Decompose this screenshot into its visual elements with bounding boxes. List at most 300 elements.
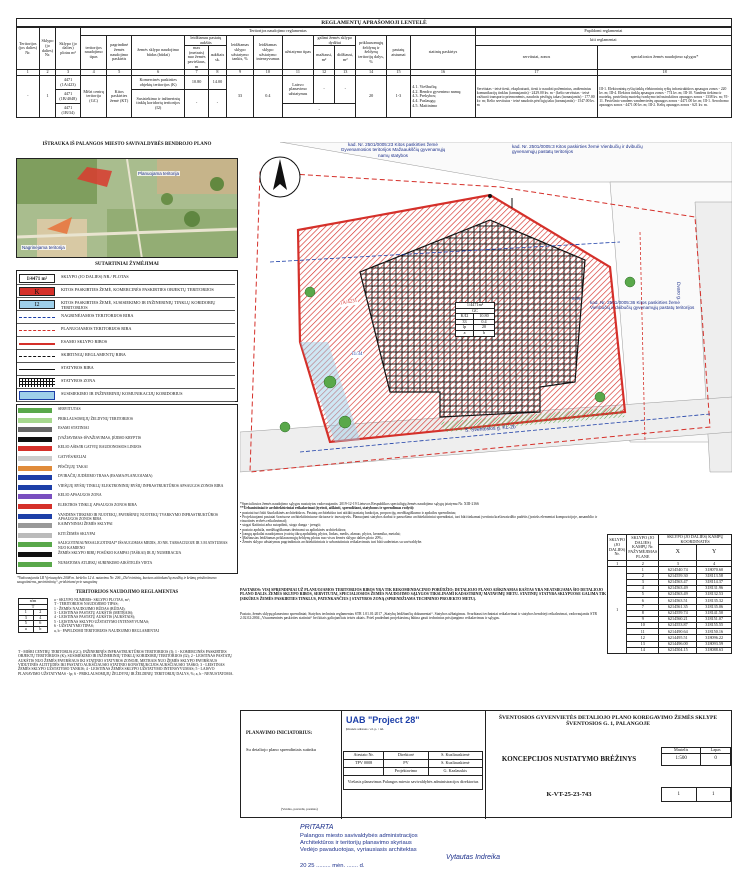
coord-head-y: Y [697,545,732,561]
legend-small-symbol [18,485,52,490]
legend-label: STATYBOS RIBA [61,365,94,370]
coord-cell: 6214490.64 [659,629,697,635]
legend-symbol: I2 [19,300,55,309]
reg-cell: Kitos paskirties žemė (KT) [107,76,131,118]
reg-cell: - [208,90,226,118]
legend-symbol [19,369,55,370]
divider [485,711,486,819]
lot-label-cell: 0.4 [474,319,495,325]
reg-colnum: 13 [335,70,356,76]
legend-small-item [18,454,236,463]
legend-small-item [18,444,236,453]
coord-cell: 14 [627,647,659,653]
legend-label: SUSISIEKIMO IR INŽINERINIŲ KOMUNIKACIJŲ KORIDORIUS [61,391,183,396]
coord-head-x: X [659,545,697,561]
title-block [240,710,732,818]
legend-item [17,350,235,363]
coordinates-table [607,534,732,654]
reg-head: Sklypo (jo dalies) plotas m² [56,28,80,70]
legend-symbol [19,343,55,345]
coord-cell: 318155.55 [697,623,732,629]
reg-cell: 0.4 [253,76,282,118]
legend-symbol [19,391,55,400]
reg-cell: 14.00 [208,76,226,90]
reg-sub: kiti reglamentai [475,36,731,46]
coord-cell: 9 [627,616,659,622]
note-line: **Urbanistiniai ir architektūriniai reikalavimai (tyrinti, aiškinti, sprendžiant, statyboms ir sprendimas rodyti): [240,506,415,511]
legend-item [17,376,235,389]
legend-label: ESAMO SKLYPO RIBOS [61,339,108,344]
dim-label: I1/34 [352,352,363,357]
map-note-3: kad. Nr. 2501/0005:36 Kitos paskirties žemė Vienbučių ir dvibučių gyvenamųjų pastatų teritorijos [590,300,695,311]
reg-cell: 1 [39,76,56,118]
reg-head: Teritorijos (jos dalies) Nr. [17,28,40,70]
reg-sub: užstatymo tipas [282,36,313,70]
legend-small-label: PĖSČIŲJŲ TAKAI [58,464,88,469]
reg-head-mid: Teritorijos naudojimo reglamentas [80,28,475,36]
coord-cell: 318088.63 [697,647,732,653]
coord-cell: 6214553.87 [659,623,697,629]
author-role: Projektavimo [384,768,428,776]
legend-small-symbol [18,523,52,528]
legend-small-item [18,512,236,521]
legend-small-label: VIEŠŲJŲ RYŠIŲ TINKLŲ ELEKTRONINIŲ RYŠIŲ INFRASTRUKTŪROS APSAUGOS ZONOS RIBA [58,483,224,488]
lot-label-type: GC [456,308,495,314]
stamp-date: 20 25 ......... mėn. ....... d. [300,863,365,870]
purpose-line: 4.2. Bendro gyvenimo namų; [412,88,462,94]
coord-cell: 4 [627,585,659,591]
legend-item [17,337,235,350]
legend-small-label: GATVĖS/KELIAI [58,455,87,459]
legend-label: SKIRTINGŲ REGLAMENTŲ RIBA [61,352,126,357]
coord-cell: 10 [627,623,659,629]
reg-colnum: 1 [17,70,40,76]
stamp-line: PRITARTA [300,824,334,831]
coord-cell: 318093.59 [697,641,732,647]
code-cell: 5 [19,621,34,627]
legend-small-item [18,464,236,473]
lot-label-cell: K/I2 [456,314,474,320]
project-title: ŠVENTOSIOS GYVENVIETĖS DETALIOJO PLANO KOREGAVIMO ŽEMĖS SKLYPE ŠVENTOSIOS G. 1, PALANGOJE [498,715,718,728]
legend-small-symbol [18,418,52,423]
code-t: T [19,604,48,610]
sheet-label: Lapas [701,748,731,754]
code-cell: a [19,627,34,633]
coord-cell: 6214563.49 [659,585,697,591]
legend-small-label: ŽEMĖS SKLYPO RIBŲ POSŪKIO KAMPAI (TAŠKAI) IR JŲ NUMERACIJA [58,551,182,555]
reg-sub: leidžiamas pastatų aukštis [185,36,227,46]
reg-cell: - [335,76,356,104]
reg-cell: Komercinės paskirties objektų teritorijos (K) [131,76,184,90]
author-name: S. Kuzliauskienė [428,760,482,768]
reg-sub: galimi žemės sklypo dydžiai [314,36,356,46]
lot-label-cell: a [456,331,474,337]
reg-colnum: 4 [80,70,107,76]
reg-cell: - [185,90,208,118]
coord-num: 4 [697,561,732,567]
reg-cell: - [17,76,40,118]
reg-colnum: 8 [208,70,226,76]
coord-cell: 6214540.74 [659,567,697,573]
code-line: a - SKLYPO NUMERIS- SKLYPO PLOTAS, m²; [54,598,130,602]
legend-item [17,272,235,285]
reg-cell-servitutai: Servitutas - teisė tiesti, eksploatuoti, tiesti ir naudoti požeminius, antžeminius komunikacijų tinklus (tarnaujantis) - 2429.00 kv. m - (kelio servitutas - teisė važiuoti transporto priemonėmis, naudotis pėsčiųjų takas (tarnaujantis) - 177.00 kv. m; Kelio servitutas - teisė naudotis pėsčiųjų taku (tarnaujantis) - 1547.00 kv. m [475,76,597,118]
reg-colnum: 5 [107,70,131,76]
reg-colnum: 9 [227,70,254,76]
reg-colnum: 16 [411,70,476,76]
reg-sub: leidžiamas sklypo užstatymo tankis, % [227,36,254,70]
extract-map-image [17,159,238,258]
legend-label: PLANUOJAMOS TERITORIJOS RIBA [61,326,132,331]
coord-cell: 6214496.00 [659,641,697,647]
extract-title: IŠTRAUKA IŠ PALANGOS MIESTO SAVIVALDYBĖS BENDROJO PLANO [42,142,212,147]
reg-sub: mažiausi, m² [314,46,335,70]
coord-cell: 6214559.74 [659,610,697,616]
code-cell: 2 [33,610,48,616]
author-role: Direktorė [384,752,428,760]
legend-symbol [19,330,55,331]
north-arrow-icon [260,157,300,197]
coord-cell: 6214495.51 [659,635,697,641]
divider [341,711,342,819]
legend-small-label: KELIO AŠIS/IR GATVIŲ RAUDONOSIOS LINIJOS [58,445,142,450]
legend-item [17,363,235,376]
lot-label-cell: 20 [474,325,495,331]
reg-cell-purposes [411,76,476,118]
lot-label-cell: lp [456,325,474,331]
code-cell: 3 [19,615,34,621]
remarks-bold: PASTABOS: VISI SPRENDINIAI UŽ PLANUOJAMOS TERITORIJOS RIBOS YRA TIK REKOMENDACINIO POBŪDŽIO; DETALIOJO PLANO AIŠKINAMAS RAŠTAS YRA NEATSIEJAMA ŠIO DETALIOJO PLANO DALIS. ŽEMĖS SKLYPO RIBOS, SERVITUTAI, SPECIALIOSIOS ŽEMĖS NAUDOJIMO SĄLYGOS TIKSLINAMI KADASTRINIŲ MATAVIMŲ METU. STATINIŲ STATYBA SKLYPUOSE GALIMA TIK ĮSIKŪRUS ŽEMĖS PASKIRTIES TINKLUS, PATENKANČIUS Į STATYBOS ZONĄ (SPRENDŽIAMA TECHNINIO PROJEKTO METU). [240,588,607,601]
map-note-2: kad. Nr. 2501/0005:3 Kitos paskirties žemė Vienbučių ir dvibučių gyvenamųjų pastatų teritorijos [512,144,643,155]
purpose-line: 4.3. Prekybos; [412,93,437,99]
legend-small-symbol [18,427,52,432]
legend-small-symbol [18,542,52,547]
sheet-number: 0 [701,753,731,765]
reg-sub: pastatų atstumai [386,36,410,70]
legend-label: SKLYPO (JO DALIES) NR./ PLOTAS [61,274,129,279]
coord-cell: 6214563.49 [659,592,697,598]
coord-cell: 318151.07 [697,616,732,622]
reg-cell: Laisvo planavimo užstatymas [282,76,313,104]
coord-cell: 3 [627,579,659,585]
coord-lot: 1 [608,567,627,654]
legend-small-label: VANDENS TIEKIMO IR NUOTEKŲ, PAVIRŠINIŲ NUOTEKŲ TVARKYMO INFRASTRUKTŪROS APSAUGOS ZONOS RIBA [58,512,219,521]
legend-small-item [18,492,236,501]
purpose-line: 4.4. Paslaugų; [412,98,436,104]
reg-colnum: 14 [356,70,386,76]
reg-sub: aukštais sk. [208,46,226,70]
extract-map [16,158,238,258]
reg-cell: 1-3 [386,76,410,118]
reg-head: Sklypo (jo dalies) Nr. [39,28,56,70]
approval-stamp [300,824,500,870]
coord-cell: 6214559.30 [659,573,697,579]
legend-small-item [18,416,236,425]
code-line: T - TERITORIJOS NAUDOJIMO TIPAS; [54,602,119,607]
coord-cell: 1 [627,567,659,573]
reg-colnum: 12 [314,70,335,76]
reg-colnum: 6 [131,70,184,76]
legend-small-item [18,483,236,492]
coord-cell: 6 [627,598,659,604]
legend-label: STATYBOS ZONA [61,378,96,383]
legend-small-symbol [18,494,52,499]
author-role: Atestato Nr. [344,752,384,760]
reg-head: pagrindinė žemės naudojimo paskirtis [107,36,131,70]
legend-symbol [19,317,55,318]
author-role: TPV 0008 [344,760,384,768]
reg-sub: statinių paskirtys [411,36,476,70]
coord-cell: 7 [627,604,659,610]
legend-small-symbol [18,533,52,538]
regulation-code-matrix [18,598,48,633]
coord-head: SKLYPO (JO DALIES) KAMPŲ KOORDINATĖS [659,535,732,545]
coord-cell: 318070.60 [697,567,732,573]
reg-cell: - [282,104,356,118]
legend-item [17,311,235,324]
legend-item [17,298,235,311]
legend-symbol: I/4471 m² [19,274,55,283]
reg-colnum: 15 [386,70,410,76]
legend-small-symbol [18,456,52,461]
legend-small-item [18,502,236,511]
approver-label: PLANAVIMO INICIATORIUS: [246,731,313,736]
reg-cell-special: III-1. Elektroninių ryšių tinklų elektroninių ryšių infrastruktūros apsaugos zonos - 220 kv. m; III-4. Elektros tinklų apsaugos zonos - 774 kv. m; III-10. Vandens tiekimo ir nuotekų, paviršinių nuotekų tvarkymo infrastruktūros apsaugos zonos - 1338 kv. m; VI-11. Paviršinio vandens vandenvietėų apsaugos zonos - 4471.00 kv. m; III-1. Aerodromo apsaugos zonos - 4471.00 kv. m; III-2. Kelių apsaugos zonos - 621 kv. m. [598,76,732,118]
code-line: 5 - LEISTINAS SKLYPO UŽSTATYMO INTENSYVUMAS; [54,619,150,624]
company-address: Įmonės adresas / el. p. / tel. [346,727,385,731]
page-total: 1 [696,788,731,802]
coord-cell: 318135.06 [697,604,732,610]
coord-cell: 11 [627,629,659,635]
note-line: • stogai šlaitiniai arba sutapdinti, stogo danga - įrengti; [240,523,321,528]
note-line: • Projektuojami pastatai švariuose architektūriniuose tūriuose ir inovatyvūs. Planuojami statybos darbai ir paruošimo architektūriniai sprendiniai, turi būti tinkamai įvertinta kraštovaizdžio padėtis (įvairūs elementai kompozicijoje, ansamblio ir visuotinės erdvės reikalavimai); [240,514,598,523]
extract-label-bottom: Nagrinėjama teritorija [22,245,65,250]
coord-cell: 12 [627,635,659,641]
main-plan-map [240,142,732,500]
lot-label-head: 1/4471m² [456,303,495,309]
reg-head: žemės sklypo naudojimo būdas (būdai) [131,36,184,70]
stamp-line: Vedėjo pavaduotojas, vyriausiasis architektas [300,847,417,854]
note-line: • Žemės sklypo užstatymas pagrindiniais architektūriniais ir urbanistiniais reikalavimais turi būti suderintas su savivaldybe. [240,540,423,545]
author-role: PV [384,760,428,768]
coord-head: SKLYPO (JO DALIES) Nr. [608,535,627,561]
code-cell: 6 [33,621,48,627]
reg-cell: 20 [356,76,386,118]
coord-cell: 318141.50 [697,610,732,616]
regulation-table [16,27,732,118]
lot-label-box [455,302,495,337]
reg-colnum: 17 [475,70,597,76]
map-note-1: kad. Nr. 2501/0005:23 Kitos paskirties žemė Gyvenamosios teritorijos Mažaaukščių gyvenamųjų namų statybos [340,142,446,158]
coord-cell: 2 [627,573,659,579]
legend-symbol: K [19,287,55,296]
coord-cell: 318135.32 [697,598,732,604]
note-line: • pastatai turi būti šiuolaikinės architektūros. Pastatų architektūra turi atitikti pastatų funkcijas, proporcijų, medžiagiškumo ir apdailos sprendinius; [240,510,457,515]
stamp-signatory: Vytautas Indreika [446,854,500,862]
legend-item [17,285,235,298]
legend-small-item [18,473,236,482]
legend-small-label: KITI ŽEMĖS SKLYPAI [58,531,96,536]
reg-cell: 4471 (1B/4048) [56,90,80,104]
remarks-text: Pastato, žemės sklypų planavimo sprendiniai; Statybos techninis reglamentas STR 1.01.01:2017 „Statybų leidžiančių dokumentai“. Statybos užbaigimas. Svarbiausi techniniai reikalavimai ir statybos bendrieji reikalavimai, vadovaujantis STR 2.02.02:2004 „Visuomeninės paskirties statiniai“ bei kitais galiojančiais teisės aktais. Prieš pradedant projektavimą būtina gauti techninius prisijungimo reikalavimus ir sąlygas. [240,612,597,621]
company-name: UAB "Project 28" [346,715,420,725]
coord-cell: 318132.53 [697,592,732,598]
reg-cell: - [314,76,335,104]
code-line: 3 - LEISTINAS PASTATŲ AUKŠTIS (METRAIS); [54,611,134,616]
author-name: G. Kazlauskis [428,768,482,776]
legend-label: NAGRINĖJAMOS TERITORIJOS RIBA [61,313,134,318]
purpose-line: 4.5. Maitinimo [412,102,438,108]
legend-small-symbol [18,408,52,413]
legend-small-item [18,540,236,549]
reg-sub: priklausomųjų želdynų ir želdynų teritorijų dalys, % [356,36,386,70]
legend-label: KITOS PASKIRTIES ŽEMĖ, SUSISIEKIMO IR INŽINERINIŲ TINKLŲ KORIDORIŲ TERITORIJOS [61,300,216,310]
extract-label-top: Planuojama teritorija [138,171,180,176]
coord-cell: 8 [627,610,659,616]
legend-small-symbol [18,562,52,567]
authors-table [343,751,483,790]
scale-label: Mastelis [662,748,701,754]
code-head: n/m [19,599,48,605]
reg-sub: specialiosios žemės naudojimo sąlygos* [598,46,732,70]
coord-cell: 5 [627,592,659,598]
regulation-table-title: REGLAMENTŲ APRAŠOMOJI LENTELĖ [16,18,732,27]
page-number: 1 [662,788,697,802]
scale-table [661,747,731,766]
coord-cell: 318114.37 [697,579,732,585]
reg-sub: max (metrais) nuo žemės paviršiaus, m [185,46,208,70]
code-cell: 1 [19,610,34,616]
code-line: a, b - PAPILDOMI TERITORIJOS NAUDOJIMO REGLAMENTAI [54,628,159,633]
code-line: 1 - ŽEMĖS NAUDOJIMO BŪDAS (BŪDAI); [54,606,126,611]
note-line: • pastato apdaila, medžiagiškumas derinami su aplinkinės architektūros; [240,527,347,532]
coord-num: 2 [627,561,659,567]
code-cell: b [33,627,48,633]
pages-table [661,787,731,802]
coord-row [608,647,732,653]
stamp-line: Architektūros ir teritorijų planavimo skyriaus [300,839,412,846]
note-line: • Mažiausias leidžiamas priklausomųjų želdynų plotas nuo visos žemės sklypo dalies ploto 20%; [240,536,383,540]
coord-cell: 6214504.15 [659,647,697,653]
lot-label-cell: 33 [456,319,474,325]
approver-sub: Su detaliojo plano sprendiniais sutinku [246,747,316,752]
reg-cell: Susisiekimo ir inžinerinių tinklų koridorių teritorijos (I2) [131,90,184,118]
coord-cell: 318096.22 [697,635,732,641]
legend-small-symbol [18,475,52,480]
code-cell: 4 [33,615,48,621]
legend-item [17,324,235,337]
reg-head: teritorijos naudojimo tipas [80,36,107,70]
legend-small-label: KELIO APSAUGOS ZONA [58,493,102,498]
legend-label: KITOS PASKIRTIES ŽEMĖ, KOMERCINĖS PASKIRTIES OBJEKTŲ TERITORIJOS [61,287,214,292]
coord-cell: 318131.96 [697,585,732,591]
note-line: • Įrangų apdailai naudojamos įvairių tikrų apdailinių plytos, linkas, medis, akmuo, plytos, keramika, metalai; [240,531,401,536]
code-line: 6 - UŽSTATYMO TIPAS; [54,624,94,629]
legend-title: SUTARTINIAI ŽYMĖJIMAI [95,262,159,267]
legend-small-symbol [18,552,52,557]
legend-small-symbol [18,514,52,519]
legend-small-symbol [18,504,52,509]
notes-block [240,502,600,545]
scale-value: 1:500 [662,753,701,765]
coord-cell: 6214563.51 [659,598,697,604]
road-label-right: Dvaro g. [675,282,681,301]
legend-small-item [18,521,236,530]
coord-head: SKLYPO (JO DALIES) KAMPŲ Nr. PAŽYMĖJIMAS PLANE [627,535,659,561]
coord-num: 1 [608,561,627,567]
legend-small-item [18,406,236,415]
regulation-code-lines [54,598,236,633]
dim-label: 1A/4231 [339,298,358,307]
note-line: *Specialiosios žemės naudojimo sąlygos nustatytos vadovaujantis: 2019-12-19 Lietuvos Respublikos specialiųjų žemės naudojimo sąlygų įstatymu Nr. XIII-2166 [240,502,479,506]
coord-cell: 318150.16 [697,629,732,635]
purpose-line: 4.1. Viešbučių; [412,84,438,90]
legend-small-item [18,425,236,434]
coord-cell: 6214561.35 [659,604,697,610]
legend-small-label: SERVITUTAS [58,407,81,411]
reg-cell: 33 [227,76,254,118]
reg-cell: 10.80 [185,76,208,90]
legend-small-label: NUMATOMA ATLIEKŲ SURINKIMO AIKŠTELĖS VIETA [58,560,153,565]
coord-cell: 318113.58 [697,573,732,579]
coord-cell: 13 [627,641,659,647]
author-name: S. Kuzliauskienė [428,752,482,760]
reg-colnum: 10 [253,70,282,76]
drawing-code: K-VT-25-23-743 [546,791,592,798]
legend-item [17,389,235,402]
coord-num: 3 [659,561,697,567]
legend-small-item [18,435,236,444]
dim-label: 6.63 [572,296,580,301]
legend-small-symbol [18,446,52,451]
coord-cell: 6214563.47 [659,579,697,585]
legend-small-symbol [18,437,52,442]
reg-sub: servitutai, zonos [475,46,597,70]
reg-cell: Mišri centrų teritorija (GC) [80,76,107,118]
regulation-code-description: T - MIŠRI CENTRŲ TERITORIJA (GC); INŽINERINĖS INFRASTRUKTŪROS TERITORIJOS (I); 1 - KOMERCINĖS PASKIRTIES OBJEKTŲ TERITORIJOS (K); SUSISIEKIMO IR INŽINERINIŲ TINKLŲ KORIDORIŲ TERITORIJOS (I2); 2 - LEISTINAS PASTATŲ AUKŠTIS NUO ŽEMĖS PAVIRŠIAUS IKI STATINIO STATYBOS ZONOJE, METRAIS NUO ŽEMĖS SKLYPO PAVIRŠIAUS VIDUTINĖS ALTITUDĖS IKI PASTATO AUKŠČIAUSIO STATINIO KONSTRUKCIJOS AUKŠČIAUSIO TAŠKO; 3 - LEISTINAS ŽEMĖS SKLYPO UŽSTATYMO TANKIS; 4 - LEISTINAS ŽEMĖS SKLYPO UŽSTATYMO INTENSYVUMAS; 5 - LAISVO PLANAVIMO UŽSTATYMAS - lp; 6 - PRIKLAUSOMŲJŲ ŽELDYNŲ IR ŽELDINIŲ TERITORIJŲ DALYS, %; a, b - NENUSTATOMA. [18,650,234,676]
regulation-code-title: TERITORIJOS NAUDOJIMO REGLAMENTAS [75,590,179,595]
legend-small-label: ĮVAŽIAVIMAS-IŠVAŽIAVIMAS, ĮĖJIMO KRYPTIS [58,435,141,440]
reg-sub: didžiausi, m² [335,46,356,70]
legend-small-symbol [18,466,52,471]
legend-small-label: KAIMYNINIAI ŽEMĖS SKLYPAI [58,522,113,527]
reg-cell: 4471 (1B/34) [56,104,80,118]
legend-small-item [18,550,236,559]
reg-colnum: 7 [185,70,208,76]
legend-small-item [18,531,236,540]
reg-colnum: 11 [282,70,313,76]
reg-head-right: Papildomi reglamentai [475,28,731,36]
legend-symbol [19,378,55,387]
coord-cell: 6214560.21 [659,616,697,622]
legend-note: *Vadovaujantis LR Vyriausybės 2008 m. birželio 12 d. nutarimu Nr. 206 „Dėl tvirtintų, kuriuos atitinkančių medžių ir krūmų priskirtinumo saugotiniems, pavirtintinių“, priskiriami prie saugotinų [17,576,217,585]
lot-label-cell: 10.80 [474,314,495,320]
signature-line: (Vardas, pavardė, parašas) [281,807,318,811]
legend-small-label: PRIKLAUSOMŲJŲ ŽELDYNŲ TERITORIJOS [58,416,133,421]
legend-small-item [18,560,236,569]
reg-colnum: 3 [56,70,80,76]
sheet-title: KONCEPCIJOS NUSTATYMO BRĖŽINYS [501,755,637,763]
road-label-bottom: S. Sventosios g. KL-2b [464,424,516,434]
reg-cell: 4471 (1A/423) [56,76,80,90]
lot-label-cell: b [474,331,495,337]
legend-small-label: SALIGOTINIAI/NESALIGOTINIAI* IŠSAUGOMAS MEDIS, JO NR. TARSACIUOJE IR 3 M ATSTUMAS NUO KAMIENO [58,541,228,550]
legend-small-label: ELEKTROS TINKLŲ APSAUGOS ZONOS RIBA [58,503,137,507]
reg-sub: leidžiamas sklypo užstatymo intensyvumas [253,36,282,70]
legend-small-label: ESAMI STATINIAI [58,426,89,431]
legend-symbol [19,356,55,357]
code-line: 4 - LEISTINAS PASTATŲ AUKŠTIS (AUKŠTAIS); [54,615,135,620]
